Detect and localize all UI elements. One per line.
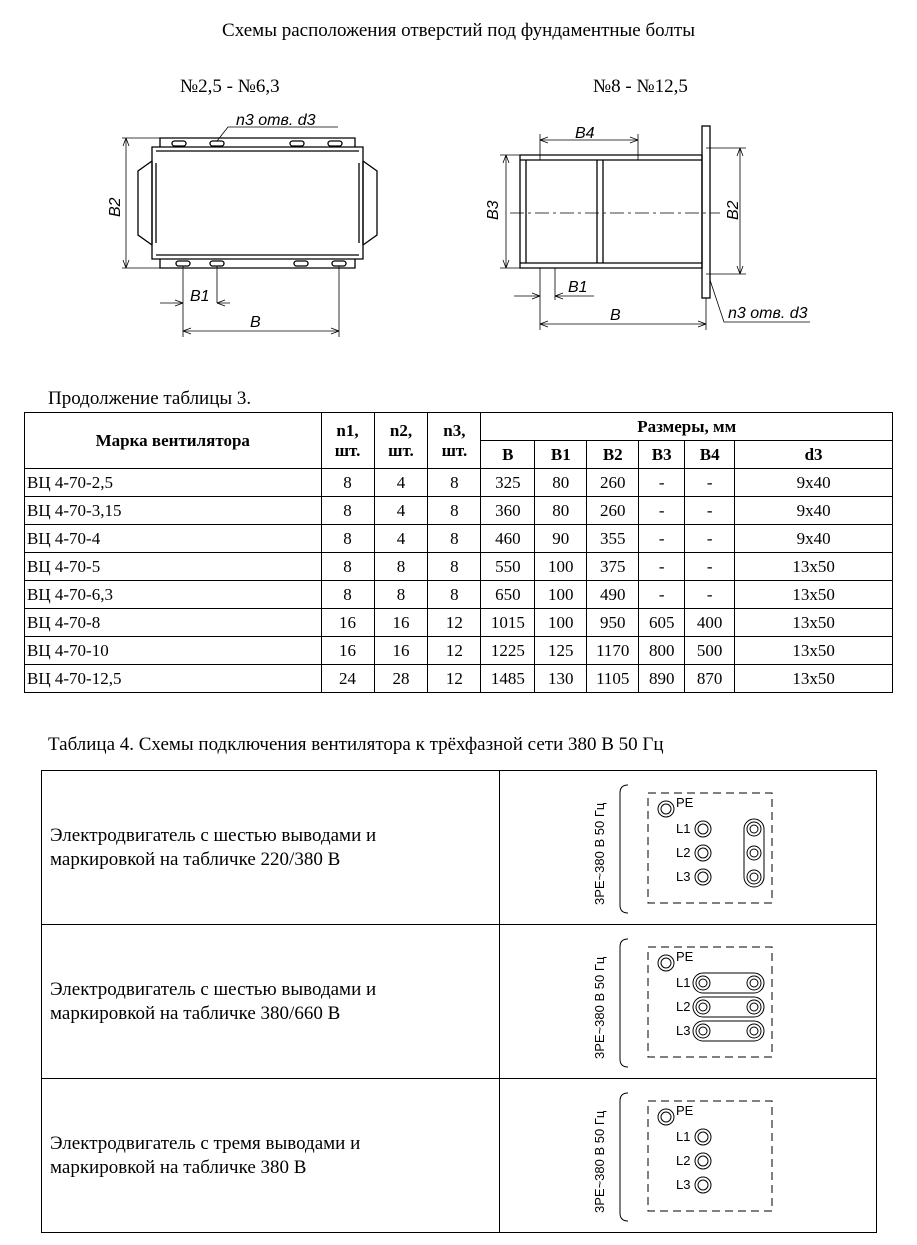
drawing-left-caption: №2,5 - №6,3 — [180, 76, 280, 97]
supply-label: 3PE~380 В 50 Гц — [592, 956, 607, 1059]
header-b3: B3 — [639, 441, 685, 469]
supply-label: 3PE~380 В 50 Гц — [592, 1110, 607, 1213]
cell-b3: - — [639, 497, 685, 525]
cell-b4: 500 — [685, 637, 735, 665]
cell-b: 460 — [481, 525, 535, 553]
cell-b: 1015 — [481, 609, 535, 637]
wiring-description — [42, 771, 500, 925]
l2-label: L2 — [676, 1152, 691, 1168]
cell-b4: - — [685, 525, 735, 553]
pe-label: PE — [676, 1102, 694, 1118]
supply-label: 3PE~380 В 50 Гц — [592, 802, 607, 905]
cell-b4: 870 — [685, 665, 735, 693]
wiring-description-line1: Электродвигатель с тремя выводами и — [50, 1132, 361, 1154]
table-row — [25, 497, 893, 525]
cell-b1: 80 — [535, 469, 587, 497]
header-b1: B1 — [535, 441, 587, 469]
cell-name: ВЦ 4-70-2,5 — [25, 469, 322, 497]
cell-name: ВЦ 4-70-4 — [25, 525, 322, 553]
cell-b2: 375 — [587, 553, 639, 581]
l2-label: L2 — [676, 844, 691, 860]
header-b: B — [481, 441, 535, 469]
wiring-description-line1: Электродвигатель с шестью выводами и — [50, 824, 377, 846]
cell-b4: 400 — [685, 609, 735, 637]
cell-b1: 100 — [535, 553, 587, 581]
cell-b2: 260 — [587, 469, 639, 497]
cell-n1: 24 — [321, 665, 374, 693]
cell-name: ВЦ 4-70-3,15 — [25, 497, 322, 525]
table-row — [25, 637, 893, 665]
cell-n1: 8 — [321, 497, 374, 525]
cell-b4: - — [685, 469, 735, 497]
cell-n2: 16 — [374, 609, 428, 637]
table3-caption: Продолжение таблицы 3. — [48, 388, 252, 409]
cell-b: 1485 — [481, 665, 535, 693]
cell-d3: 13x50 — [735, 637, 893, 665]
wiring-description-line2: маркировкой на табличке 380/660 В — [50, 1002, 341, 1024]
cell-n3: 8 — [428, 525, 481, 553]
cell-n2: 4 — [374, 497, 428, 525]
table4-caption: Таблица 4. Схемы подключения вентилятора к трёхфазной сети 380 В 50 Гц — [48, 734, 664, 755]
wiring-description-line1: Электродвигатель с шестью выводами и — [50, 978, 377, 1000]
dimensions-table — [24, 412, 893, 693]
cell-n3: 12 — [428, 665, 481, 693]
l1-label: L1 — [676, 1128, 691, 1144]
cell-b4: - — [685, 553, 735, 581]
cell-b2: 355 — [587, 525, 639, 553]
cell-d3: 13x50 — [735, 581, 893, 609]
cell-d3: 9x40 — [735, 497, 893, 525]
cell-b1: 100 — [535, 581, 587, 609]
cell-b4: - — [685, 497, 735, 525]
table-row — [25, 609, 893, 637]
l3-label: L3 — [676, 1176, 691, 1192]
cell-b3: - — [639, 553, 685, 581]
cell-d3: 13x50 — [735, 553, 893, 581]
cell-n2: 16 — [374, 637, 428, 665]
cell-b1: 80 — [535, 497, 587, 525]
left-dim-b1: B1 — [190, 288, 210, 305]
l1-label: L1 — [676, 974, 691, 990]
cell-b3: - — [639, 581, 685, 609]
cell-n2: 8 — [374, 581, 428, 609]
cell-n2: 28 — [374, 665, 428, 693]
left-dim-b2: B2 — [107, 197, 124, 217]
cell-b3: 890 — [639, 665, 685, 693]
wiring-diagram-cell — [500, 1079, 877, 1233]
cell-name: ВЦ 4-70-10 — [25, 637, 322, 665]
cell-b3: 605 — [639, 609, 685, 637]
cell-b3: - — [639, 469, 685, 497]
cell-n3: 8 — [428, 497, 481, 525]
cell-name: ВЦ 4-70-5 — [25, 553, 322, 581]
table-row — [25, 469, 893, 497]
cell-n3: 8 — [428, 581, 481, 609]
cell-n1: 16 — [321, 609, 374, 637]
wiring-diagram-star — [500, 773, 876, 923]
wiring-diagram-cell — [500, 771, 877, 925]
cell-b2: 1105 — [587, 665, 639, 693]
table-row — [25, 525, 893, 553]
cell-b: 550 — [481, 553, 535, 581]
cell-b: 360 — [481, 497, 535, 525]
right-dim-b1: B1 — [568, 279, 588, 296]
wiring-description — [42, 925, 500, 1079]
cell-n1: 8 — [321, 525, 374, 553]
wiring-table — [41, 770, 877, 1233]
cell-b2: 490 — [587, 581, 639, 609]
table-row — [25, 665, 893, 693]
table-row — [25, 581, 893, 609]
right-dim-b4: B4 — [575, 125, 595, 142]
cell-n3: 12 — [428, 609, 481, 637]
cell-b1: 125 — [535, 637, 587, 665]
wiring-diagram-three — [500, 1081, 876, 1231]
header-n3: n3, шт. — [428, 413, 481, 469]
cell-b1: 90 — [535, 525, 587, 553]
cell-b: 325 — [481, 469, 535, 497]
cell-d3: 9x40 — [735, 525, 893, 553]
right-holes-label: n3 отв. d3 — [728, 305, 808, 322]
wiring-row — [42, 771, 877, 925]
drawing-right-caption: №8 - №12,5 — [593, 76, 688, 97]
header-d3: d3 — [735, 441, 893, 469]
header-n1: n1, шт. — [321, 413, 374, 469]
table-row — [25, 553, 893, 581]
right-dim-b3: B3 — [485, 200, 502, 220]
left-dim-b: B — [250, 314, 261, 331]
wiring-description — [42, 1079, 500, 1233]
cell-d3: 9x40 — [735, 469, 893, 497]
cell-b3: - — [639, 525, 685, 553]
header-sizes: Размеры, мм — [481, 413, 893, 441]
l2-label: L2 — [676, 998, 691, 1014]
wiring-row — [42, 1079, 877, 1233]
wiring-description-line2: маркировкой на табличке 380 В — [50, 1156, 307, 1178]
cell-b2: 1170 — [587, 637, 639, 665]
cell-d3: 13x50 — [735, 609, 893, 637]
cell-name: ВЦ 4-70-8 — [25, 609, 322, 637]
cell-n1: 8 — [321, 553, 374, 581]
left-holes-label: n3 отв. d3 — [236, 112, 316, 129]
cell-b: 650 — [481, 581, 535, 609]
drawing-left — [100, 105, 400, 345]
header-b2: B2 — [587, 441, 639, 469]
pe-label: PE — [676, 948, 694, 964]
cell-n2: 4 — [374, 525, 428, 553]
cell-d3: 13x50 — [735, 665, 893, 693]
cell-n2: 8 — [374, 553, 428, 581]
l1-label: L1 — [676, 820, 691, 836]
cell-n1: 8 — [321, 469, 374, 497]
wiring-row — [42, 925, 877, 1079]
header-b4: B4 — [685, 441, 735, 469]
cell-n2: 4 — [374, 469, 428, 497]
cell-b1: 100 — [535, 609, 587, 637]
header-n2: n2, шт. — [374, 413, 428, 469]
cell-n3: 12 — [428, 637, 481, 665]
cell-b2: 950 — [587, 609, 639, 637]
wiring-description-line2: маркировкой на табличке 220/380 В — [50, 848, 341, 870]
page-title: Схемы расположения отверстий под фундаментные болты — [222, 20, 695, 41]
cell-b3: 800 — [639, 637, 685, 665]
cell-n3: 8 — [428, 469, 481, 497]
pe-label: PE — [676, 794, 694, 810]
wiring-diagram-delta — [500, 927, 876, 1077]
right-dim-b2: B2 — [725, 200, 742, 220]
cell-b1: 130 — [535, 665, 587, 693]
cell-b: 1225 — [481, 637, 535, 665]
wiring-diagram-cell — [500, 925, 877, 1079]
cell-b2: 260 — [587, 497, 639, 525]
cell-name: ВЦ 4-70-12,5 — [25, 665, 322, 693]
l3-label: L3 — [676, 868, 691, 884]
cell-b4: - — [685, 581, 735, 609]
cell-n1: 16 — [321, 637, 374, 665]
cell-name: ВЦ 4-70-6,3 — [25, 581, 322, 609]
drawing-right — [470, 110, 850, 340]
cell-n3: 8 — [428, 553, 481, 581]
cell-n1: 8 — [321, 581, 374, 609]
header-brand: Марка вентилятора — [25, 413, 322, 469]
l3-label: L3 — [676, 1022, 691, 1038]
right-dim-b: B — [610, 307, 621, 324]
